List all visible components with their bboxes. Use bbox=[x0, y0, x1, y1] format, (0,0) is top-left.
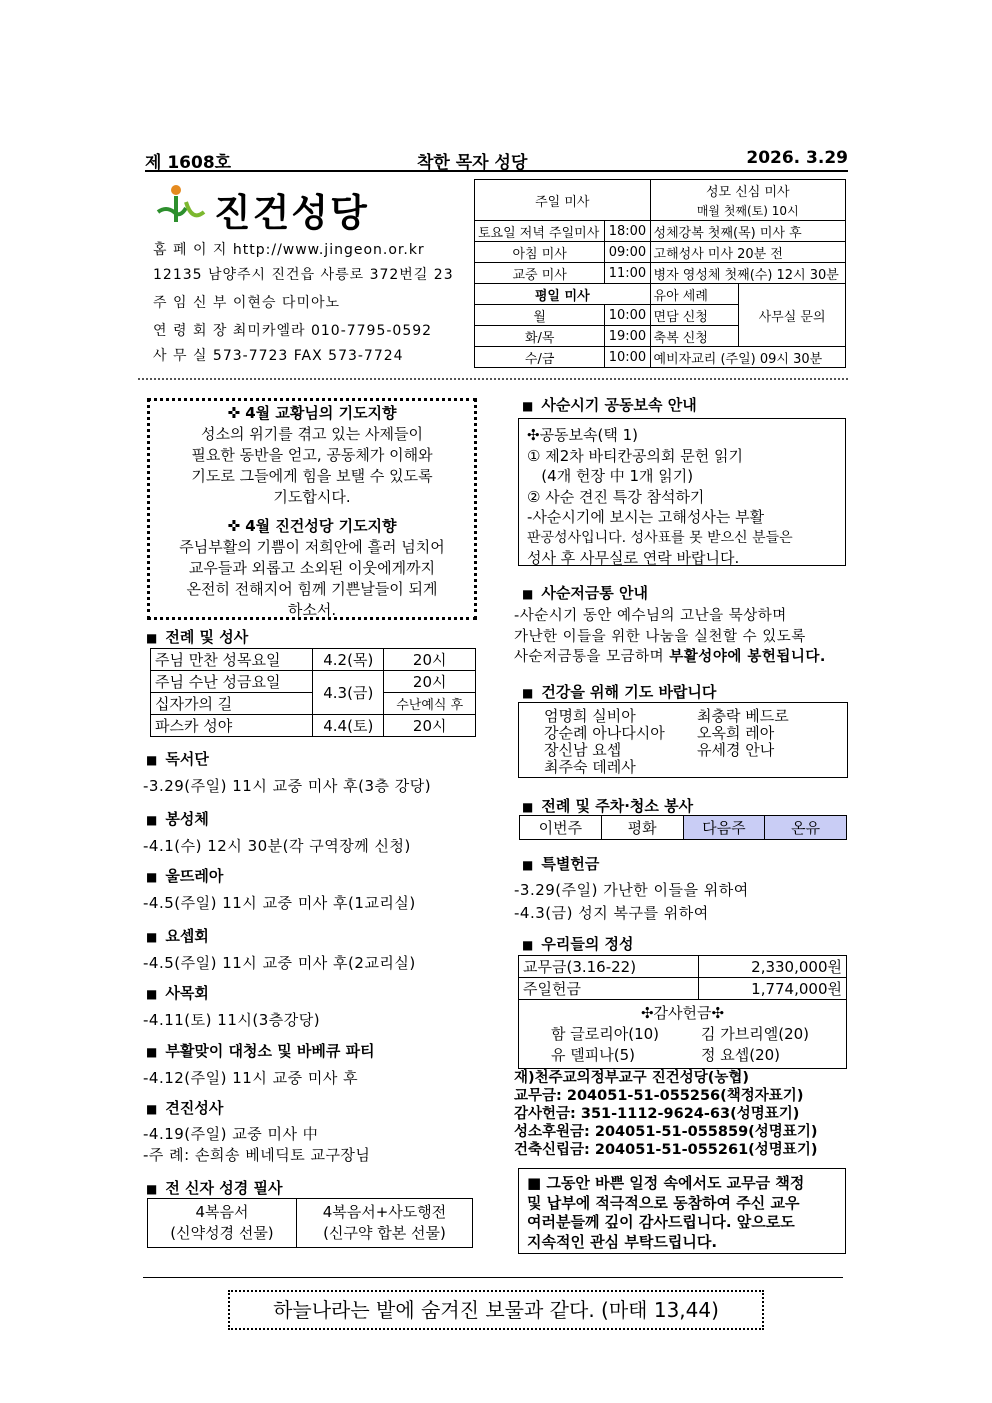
council-heading: ■ 사목회 bbox=[146, 982, 209, 1003]
table-row: 평일 미사 유아 세례 사무실 문의 bbox=[475, 284, 846, 305]
lent-box: ✣공동보속(택 1) ① 제2차 바티칸공의회 문헌 읽기 (4개 헌장 中 1개 읽기) ② 사순 견진 특강 참석하기 -사순시기에 보시는 고해성사는 부활 판공성사입니다. 성사표를 못 받으신 분들은 성사 후 사무실로 연락 바랍니다. bbox=[518, 418, 846, 566]
health-heading: ■ 건강을 위해 기도 바랍니다 bbox=[522, 681, 716, 702]
bank-accounts: 재)천주교의정부교구 진건성당(농협) 교무금: 204051-51-055256(책정자표기) 감사헌금: 351-1112-9624-63(성명표기) 성소후원금: 204051-51-055859(성명표기) 건축신립금: 204051-51-055261(성명표기) bbox=[514, 1070, 818, 1158]
logo-mark-icon bbox=[152, 182, 214, 228]
table-row: 십자가의 길 수난예식 후 bbox=[151, 693, 476, 715]
church-name: 착한 목자 성당 bbox=[417, 153, 528, 173]
parish-address: 12135 남양주시 진건읍 사릉로 372번길 23 bbox=[153, 267, 454, 283]
table-row: 주일헌금 1,774,000원 bbox=[519, 978, 847, 1000]
sunday-mass-head: 주일 미사 bbox=[475, 180, 651, 221]
lent-heading: ■ 사순시기 공동보속 안내 bbox=[522, 394, 697, 415]
section-divider bbox=[138, 378, 848, 380]
mass-schedule-table bbox=[474, 179, 846, 368]
table-row: 토요일 저녁 주일미사 18:00 성체강복 첫째(목) 미사 후 bbox=[475, 221, 846, 242]
communion-heading: ■ 봉성체 bbox=[146, 808, 209, 829]
liturgy-table bbox=[150, 648, 476, 737]
table-row: 교중 미사 11:00 병자 영성체 첫째(수) 12시 30분 bbox=[475, 263, 846, 284]
table-row: 파스카 성야 4.4(토) 20시 bbox=[151, 715, 476, 737]
thanks-title: ✣감사헌금✣ bbox=[640, 1003, 725, 1022]
parish-homepage: 홈 페 이 지 http://www.jingeon.or.kr bbox=[153, 242, 425, 258]
service-table: 이번주 평화 다음주 온유 bbox=[519, 815, 847, 840]
issue-number: 제 1608호 bbox=[145, 153, 232, 173]
offering-heading: ■ 우리들의 정성 bbox=[522, 933, 634, 954]
mary-mass-sub: 매월 첫째(토) 10시 bbox=[650, 200, 845, 221]
confirmation-heading: ■ 견진성사 bbox=[146, 1097, 223, 1118]
table-row: 주님 만찬 성목요일 4.2(목) 20시 bbox=[151, 649, 476, 671]
ultreya-heading: ■ 울뜨레아 bbox=[146, 865, 223, 886]
offering-table: 교무금(3.16-22) 2,330,000원 주일헌금 1,774,000원 ✣감사헌금✣ 함 글로리아(10) 김 가브리엘(20) 유 델피나(5) 정 요셉(20) bbox=[518, 955, 847, 1069]
table-row: 주님 수난 성금요일 4.3(금) 20시 bbox=[151, 671, 476, 693]
bible-table: 4복음서 (신약성경 선물) 4복음서+사도행전 (신구약 합본 선물) bbox=[147, 1198, 473, 1248]
special-heading: ■ 특별헌금 bbox=[522, 853, 599, 874]
table-row: 아침 미사 09:00 고해성사 미사 20분 전 bbox=[475, 242, 846, 263]
footer-quote: 하늘나라는 밭에 숨겨진 보물과 같다. (마태 13,44) bbox=[228, 1290, 764, 1330]
liturgy-heading: ■ 전례 및 성사 bbox=[146, 626, 248, 647]
parish-prayer-title: ✜ 4월 진건성당 기도지향 bbox=[227, 517, 397, 535]
masthead bbox=[145, 148, 848, 172]
thanks-notice-box: ■ 그동안 바쁜 일정 속에서도 교무금 책정 및 납부에 적극적으로 동참하여 주신 교우 여러분들께 깊이 감사드립니다. 앞으로도 지속적인 관심 부탁드립니다. bbox=[518, 1168, 846, 1254]
prayer-intentions-box: ✜ 4월 교황님의 기도지향 성소의 위기를 겪고 있는 사제들이 필요한 동반을 얻고, 공동체가 이해와 기도로 그들에게 힘을 보탤 수 있도록 기도합시다. ✜ 4월 진건성당 기도지향 주님부활의 기쁨이 저희안에 흘러 넘치어 교우들과 외롭고 소외된 이웃에게까지 온전히 전해지어 힘께 기쁜날들이 되게 하소서. bbox=[147, 398, 477, 620]
table-row: 수/금 10:00 예비자교리 (주일) 09시 30분 bbox=[475, 347, 846, 368]
footer-divider bbox=[143, 1277, 843, 1278]
easter-party-heading: ■ 부활맞이 대청소 및 바베큐 파티 bbox=[146, 1040, 375, 1061]
service-heading: ■ 전례 및 주차·청소 봉사 bbox=[522, 795, 693, 816]
logo bbox=[152, 182, 392, 235]
bible-heading: ■ 전 신자 성경 필사 bbox=[146, 1177, 282, 1198]
office-phone: 사 무 실 573-7723 FAX 573-7724 bbox=[153, 348, 404, 364]
mary-mass-head: 성모 신심 미사 bbox=[650, 180, 845, 201]
table-row: 화/목 19:00 축복 신청 bbox=[475, 326, 846, 347]
savings-heading: ■ 사순저금통 안내 bbox=[522, 582, 648, 603]
joseph-heading: ■ 요셉회 bbox=[146, 925, 209, 946]
savings-text: -사순시기 동안 예수님의 고난을 묵상하며 가난한 이들을 위한 나눔을 실천할 수 있도록 사순저금통을 모금하며 부활성야에 봉헌됩니다. bbox=[514, 608, 826, 665]
health-box: 엄명희 실비아 최충락 베드로 강순례 아나다시아 오옥희 레아 장신남 요셉 유세경 안나 최주숙 데레사 bbox=[518, 702, 848, 778]
pastor: 주 임 신 부 이현승 다미아노 bbox=[153, 295, 341, 311]
table-row: 교무금(3.16-22) 2,330,000원 bbox=[519, 956, 847, 978]
pope-prayer-title: ✜ 4월 교황님의 기도지향 bbox=[227, 404, 397, 422]
funeral-head: 연 령 회 장 최미카엘라 010-7795-0592 bbox=[153, 323, 433, 339]
lectors-heading: ■ 독서단 bbox=[146, 748, 209, 769]
issue-date: 2026. 3.29 bbox=[746, 148, 848, 168]
logo-text: 진건성당 bbox=[214, 191, 369, 235]
table-row: 월 10:00 면담 신청 bbox=[475, 305, 846, 326]
